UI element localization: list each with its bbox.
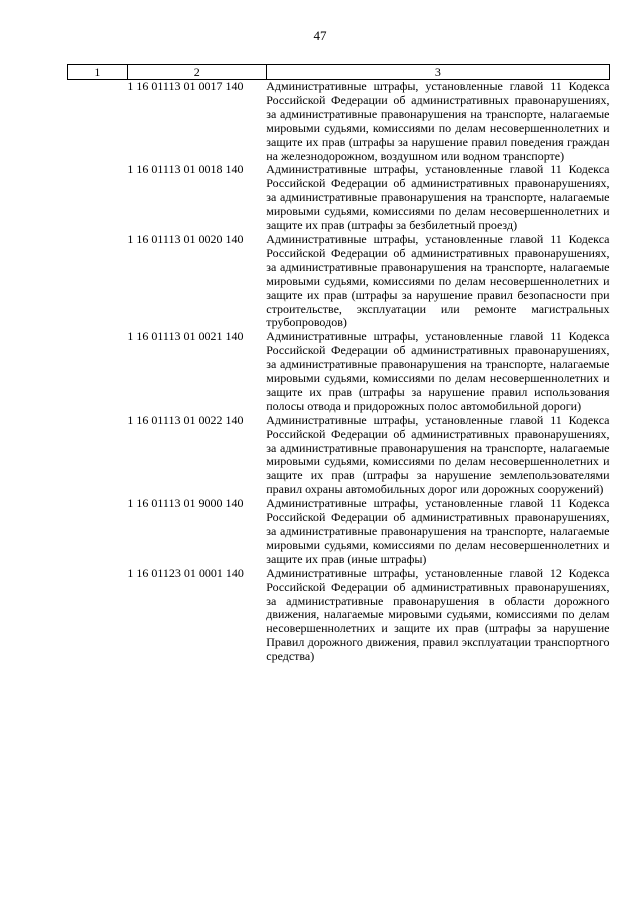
header-row xyxy=(68,65,610,80)
row-description: Административные штрафы, установленные главой 11 Кодекса Российской Федерации об административных правонарушениях, за административные правонарушения на транспорте, налагаемые мировыми судьями, комиссиями по делам несовершеннолетних и защите их прав (штрафы за нарушение правил использования полосы отвода и придорожных полос автомобильной дороги) xyxy=(266,329,610,413)
row-description: Административные штрафы, установленные главой 11 Кодекса Российской Федерации об административных правонарушениях, за административные правонарушения на транспорте, налагаемые мировыми судьями, комиссиями по делам несовершеннолетних и защите их прав (штрафы за нарушение правил поведения граждан на железнодорожном, воздушном или водном транспорте) xyxy=(266,79,610,163)
row-col1 xyxy=(68,233,128,330)
table-row xyxy=(68,497,610,567)
row-description: Административные штрафы, установленные главой 11 Кодекса Российской Федерации об административных правонарушениях, за административные правонарушения на транспорте, налагаемые мировыми судьями, комиссиями по делам несовершеннолетних и защите их прав (штрафы за нарушение правил безопасности при строительстве, эксплуатации или ремонте магистральных трубопроводов) xyxy=(266,231,610,330)
row-description: Административные штрафы, установленные главой 11 Кодекса Российской Федерации об административных правонарушениях, за административные правонарушения на транспорте, налагаемые мировыми судьями, комиссиями по делам несовершеннолетних и защите их прав (штрафы за нарушение землепользователями правил охраны автомобильных дорог или дорожных сооружений) xyxy=(266,412,610,497)
row-col1 xyxy=(68,497,128,567)
table-row xyxy=(68,163,610,233)
row-col1 xyxy=(68,163,128,233)
table-row xyxy=(68,233,610,330)
header-col-1: 1 xyxy=(68,65,128,80)
table-header xyxy=(68,65,610,80)
table-row xyxy=(68,414,610,497)
table-row xyxy=(68,330,610,413)
row-description: Административные штрафы, установленные главой 11 Кодекса Российской Федерации об административных правонарушениях, за административные правонарушения на транспорте, налагаемые мировыми судьями, комиссиями по делам несовершеннолетних и защите их прав (штрафы за безбилетный проезд) xyxy=(266,162,610,233)
row-col1 xyxy=(68,330,128,413)
row-code: 1 16 01113 01 0017 140 xyxy=(127,79,244,93)
row-description: Административные штрафы, установленные главой 12 Кодекса Российской Федерации об административных правонарушениях, за административные правонарушения в области дорожного движения, налагаемые мировыми судьями, комиссиями по делам несовершеннолетних и защите их прав (штрафы за нарушение Правил дорожного движения, правил эксплуатации транспортного средства) xyxy=(266,565,610,664)
row-col1 xyxy=(68,414,128,497)
page-number: 47 xyxy=(313,28,327,43)
table-body xyxy=(68,80,610,665)
row-code: 1 16 01113 01 0022 140 xyxy=(127,412,244,427)
table-row xyxy=(68,567,610,664)
row-code: 1 16 01113 01 0021 140 xyxy=(127,329,244,344)
row-col1 xyxy=(68,567,128,664)
row-code: 1 16 01123 01 0001 140 xyxy=(127,565,244,580)
table-row xyxy=(68,80,610,164)
budget-codes-table xyxy=(67,64,610,664)
row-col1 xyxy=(68,80,128,164)
header-col-2: 2 xyxy=(127,65,266,80)
row-code: 1 16 01113 01 0018 140 xyxy=(127,162,244,177)
header-col-3: 3 xyxy=(266,65,609,80)
row-description: Административные штрафы, установленные главой 11 Кодекса Российской Федерации об административных правонарушениях, за административные правонарушения на транспорте, налагаемые мировыми судьями, комиссиями по делам несовершеннолетних и защите их прав (иные штрафы) xyxy=(266,496,610,566)
row-code: 1 16 01113 01 9000 140 xyxy=(127,496,244,511)
row-code: 1 16 01113 01 0020 140 xyxy=(127,231,244,246)
